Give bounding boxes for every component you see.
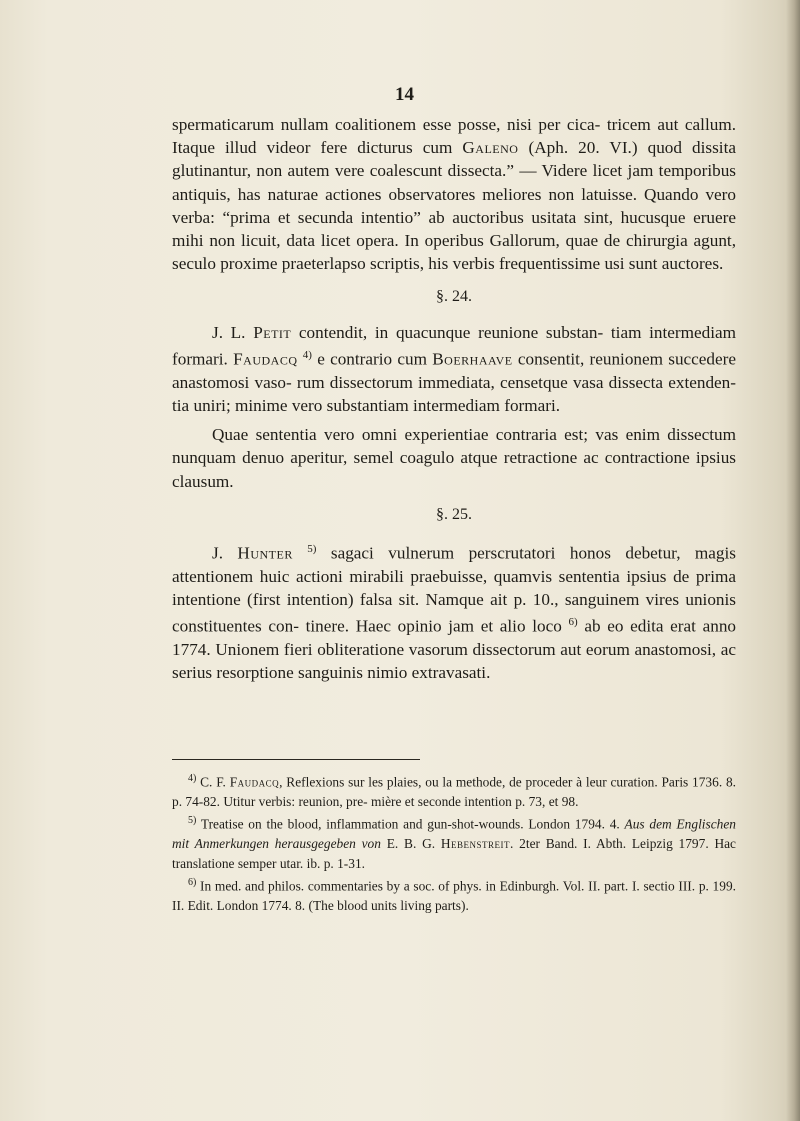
- paragraph-1-text-b: (Aph. 20. VI.) quod dissita glutinantur, non autem vere coalescunt dissecta.” — Videre licet jam temporibus antiquis, has naturae actiones observatores meliores non latuisse. Quando vero verba: “prima et secunda intentio” ab auctoribus usitata sint, hucusque eruere mihi non licuit, data licet opera. In operibus Gallorum, quae de chirurgia agunt, seculo proxime praeterlapso scriptis, his verbis frequentissime usi sunt auctores.: [172, 138, 736, 274]
- paragraph-4-text-a: J.: [212, 543, 238, 563]
- footnote-5: [172, 811, 736, 873]
- footnote-reference-6: 6): [568, 616, 578, 629]
- page-number: 14: [395, 84, 414, 105]
- footnotes: [172, 769, 736, 915]
- author-name-petit: Petit: [253, 322, 292, 342]
- paragraph-3: Quae sententia vero omni experientiae contraria est; vas enim dissectum nunquam denuo aperitur, semel coagulo atque retractione ac contractione ipsius clausum.: [172, 425, 736, 491]
- section-heading-24: §. 24.: [436, 288, 472, 306]
- footnote-4: [172, 769, 736, 811]
- paragraph-2-text-a: J. L.: [212, 322, 254, 342]
- paragraph-2-text-c: e contrario cum: [311, 349, 433, 369]
- footnote-4-text-a: C. F.: [196, 774, 230, 790]
- footnote-5-mark: 5): [188, 815, 197, 827]
- footnote-reference-5: 5): [307, 542, 317, 555]
- paragraph-1-text-a: spermaticarum nullam coalitionem esse posse, nisi per cica- tricem aut callum. Itaque illud videor fere dicturus cum: [172, 115, 736, 158]
- author-name-boerhaave: Boerhaave: [432, 349, 513, 369]
- footnote-5-italic-title: Aus dem Englischen mit Anmerkungen herausgegeben von: [172, 816, 736, 852]
- page-edge-shadow: [786, 0, 800, 1121]
- author-name-faudacq: Faudacq: [233, 349, 298, 369]
- footnote-5-text-a: Treatise on the blood, inflammation and gun-shot-wounds. London 1794. 4.: [196, 816, 625, 832]
- paragraph-2: [172, 321, 736, 418]
- footnote-4-author: Faudacq: [229, 774, 280, 790]
- main-text: [172, 113, 736, 685]
- footnote-divider: [172, 759, 420, 760]
- paragraph-2-text-d: consentit, reunionem succedere anastomosi vaso- rum dissectorum immediata, censetque vasa dissecta extenden- tia uniri; minime vero substantiam intermediam formari.: [172, 349, 736, 415]
- footnote-6-text: In med. and philos. commentaries by a soc. of phys. in Edinburgh. Vol. II. part. I. sectio III. p. 199. II. Edit. London 1774. 8. (The blood units living parts).: [172, 878, 736, 913]
- paragraph-2-text-b: contendit, in quacunque reunione substan- tiam intermediam formari.: [172, 322, 737, 369]
- author-name-hunter: Hunter: [237, 543, 293, 563]
- paragraph-4-text-b: sagaci vulnerum perscrutatori honos debetur, magis attentionem huic actioni mirabili praebuisse, quamvis sententia ipsius de prima intentione (first intention) falsa sit. Namque ait p. 10., sanguinem vires unionis constituentes con- tinere. Haec opinio jam et alio loco: [172, 543, 736, 637]
- footnote-4-text-b: , Reflexions sur les plaies, ou la methode, de proceder à leur curation. Paris 1736. 8. p. 74-82. Utitur verbis: reunion, pre- mière et seconde intention p. 73, et 98.: [172, 774, 736, 809]
- paragraph-1: [172, 113, 736, 275]
- footnote-5-text-c: . 2ter Band. I. Abth. Leipzig 1797. Hac translatione semper utar. ib. p. 1-31.: [172, 836, 737, 871]
- paragraph-4: [172, 538, 736, 685]
- author-name-galeno: Galeno: [462, 138, 519, 158]
- footnote-5-text-b: E. B. G.: [380, 836, 441, 852]
- footnote-6: [172, 873, 736, 915]
- footnote-6-mark: 6): [188, 876, 197, 888]
- footnote-reference-4: 4): [302, 348, 312, 361]
- footnote-4-mark: 4): [188, 773, 197, 784]
- paragraph-4-text-c: ab eo edita erat anno 1774. Unionem fieri obliteratione vasorum dissectorum aut eorum anastomosi, ac serius resorptione sanguinis nimio extravasati.: [172, 617, 737, 683]
- section-heading-25: §. 25.: [436, 505, 472, 523]
- footnote-5-author: Hebenstreit: [440, 836, 511, 852]
